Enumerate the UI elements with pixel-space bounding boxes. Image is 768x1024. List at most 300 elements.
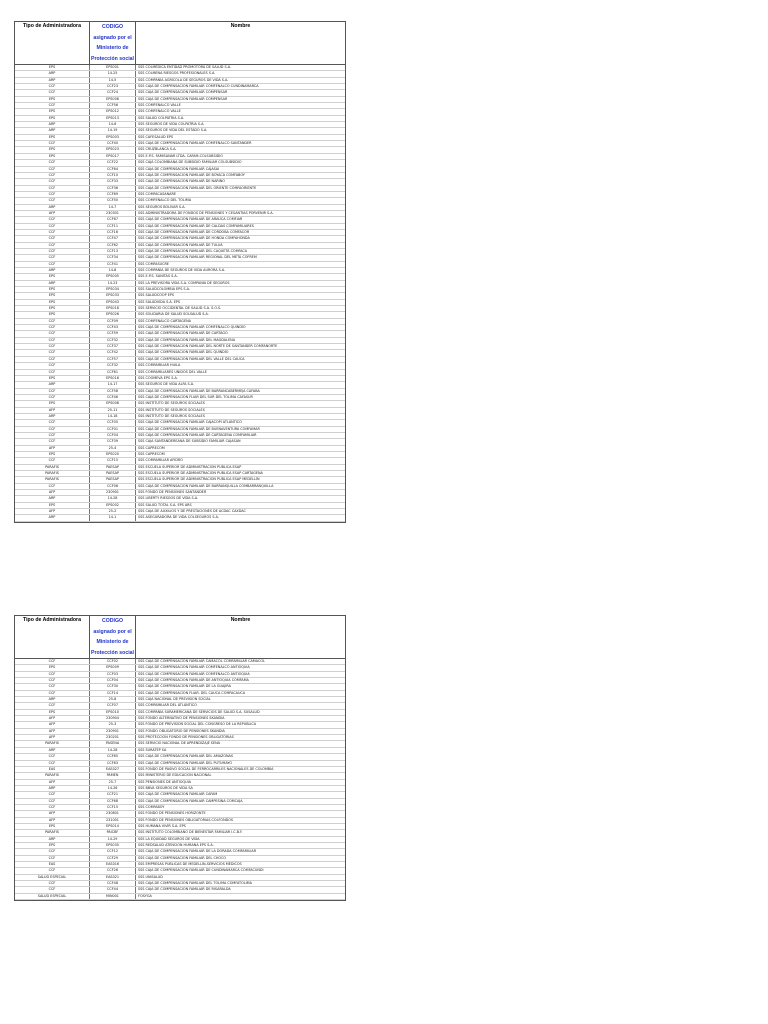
cell-tipo: CCF bbox=[15, 754, 90, 759]
cell-nombre: SSS CAJA DE COMPENSACIÓN FAMILIAR DE BUENAVENTURA COMFAMAR bbox=[138, 426, 260, 431]
table-body bbox=[15, 65, 345, 522]
header-codigo-line: Ministerio de bbox=[96, 45, 129, 51]
cell-tipo: EPS bbox=[15, 300, 90, 305]
cell-codigo: EAS027 bbox=[90, 767, 136, 772]
cell-tipo: CCF bbox=[15, 761, 90, 766]
cell-nombre: SSS CAJA DE COMPENSACIÓN FAMILIAR DE LA DORADA COMFAMILIAR bbox=[138, 849, 257, 854]
cell-nombre: SSS SALUDVIDA S.A. EPS bbox=[138, 299, 181, 304]
cell-codigo: CCF03 bbox=[90, 672, 136, 677]
cell-nombre: SSS ESCUELA SUPERIOR DE ADMINISTRACIÓN PÚBLICA ESAP CARTAGENA bbox=[138, 471, 263, 475]
cell-codigo: EPS018 bbox=[90, 306, 136, 311]
cell-tipo: CCF bbox=[15, 160, 90, 165]
cell-codigo: CCF39 bbox=[90, 439, 136, 444]
cell-codigo: 14-18 bbox=[90, 414, 136, 419]
cell-tipo: EPS bbox=[15, 109, 90, 114]
cell-tipo: CCF bbox=[15, 799, 90, 804]
cell-tipo: CCF bbox=[15, 236, 90, 241]
cell-nombre: SSS FONDO DE PENSIONES OBLIGATORIAS COLFONDOS bbox=[138, 817, 234, 822]
cell-nombre: SSS CAJA DE COMPENSACIÓN FAMILIAR DE CARTAGO bbox=[138, 331, 228, 336]
cell-codigo: CCF13 bbox=[90, 249, 136, 254]
header-tipo: Tipo de Administradora bbox=[15, 616, 90, 658]
cell-tipo: CCF bbox=[15, 458, 90, 463]
header-codigo-line: CODIGO bbox=[101, 618, 124, 624]
cell-codigo: PAMEN bbox=[90, 773, 136, 778]
cell-nombre: SSS CAJA COLOMBIANA DE SUBSIDIO FAMILIAR COLSUBSIDIO bbox=[138, 160, 242, 165]
table-administradoras-1 bbox=[14, 21, 346, 523]
cell-codigo: CCF61 bbox=[90, 370, 136, 375]
cell-tipo: CCF bbox=[15, 243, 90, 248]
cell-tipo: PARAFIS bbox=[15, 830, 90, 835]
cell-tipo: EPS bbox=[15, 665, 90, 670]
cell-codigo: CCF05 bbox=[90, 420, 136, 425]
cell-tipo: SALUD ESPECIAL bbox=[15, 875, 90, 880]
cell-codigo: EPS034 bbox=[90, 287, 136, 292]
cell-codigo: 14-6 bbox=[90, 122, 136, 127]
cell-nombre: SSS CAJA DE COMPENSACIÓN FAMILIAR DEL CAQUETÁ COMFACA bbox=[138, 248, 248, 253]
cell-codigo: CCF14 bbox=[90, 691, 136, 696]
cell-nombre: SSS CAJA DE COMPENSACIÓN FAMILIAR DE ARAUCA COMFIAR bbox=[138, 217, 243, 222]
cell-tipo: CCF bbox=[15, 357, 90, 362]
cell-tipo: EPS bbox=[15, 293, 90, 298]
cell-codigo: CCF57 bbox=[90, 357, 136, 362]
cell-codigo: CCF32 bbox=[90, 338, 136, 343]
cell-nombre: SSS COMFENALCO DEL TOLIMA bbox=[138, 198, 192, 203]
cell-nombre: SSS CAJA DE COMPENSACIÓN FAMILIAR DEL AMAZONAS bbox=[138, 754, 234, 759]
cell-codigo: EPS016 bbox=[90, 376, 136, 381]
cell-nombre: SSS CAJA DE COMPENSACIÓN FAMILIAR DEL MAGDALENA bbox=[138, 337, 236, 342]
cell-tipo: CCF bbox=[15, 420, 90, 425]
cell-tipo: CCF bbox=[15, 439, 90, 444]
cell-codigo: CCF48 bbox=[90, 881, 136, 886]
cell-nombre: SSS ESCUELA SUPERIOR DE ADMINISTRACIÓN PÚBLICA ESAP MEDELLÍN bbox=[138, 477, 260, 482]
cell-codigo: 14-25 bbox=[90, 71, 136, 76]
cell-codigo: 14-23 bbox=[90, 281, 136, 286]
cell-codigo: EPS026 bbox=[90, 312, 136, 317]
cell-codigo: 25-11 bbox=[90, 408, 136, 413]
cell-tipo: ARP bbox=[15, 128, 90, 133]
cell-nombre: SSS CAJA DE COMPENSACIÓN FAMILIAR DE ANTIOQUIA COMFAMA bbox=[138, 678, 249, 683]
cell-codigo: 230901 bbox=[90, 490, 136, 495]
cell-nombre: SSS CAJA DE COMPENSACIÓN FAMILIAR CAFAM bbox=[138, 792, 218, 797]
cell-nombre: SSS SEGUROS BOLÍVAR S.A. bbox=[138, 204, 186, 209]
cell-tipo: AFP bbox=[15, 716, 90, 721]
cell-codigo: 230301 bbox=[90, 211, 136, 216]
cell-codigo: 230201 bbox=[90, 735, 136, 740]
cell-nombre: SSS CAJA DE COMPENSACIÓN FAMILIAR COMFENALCO QUINDÍO bbox=[138, 325, 246, 330]
cell-nombre: SSS CAJA DE COMPENSACIÓN FAMILIAR DEL VALLE DEL CAUCA bbox=[138, 356, 245, 361]
cell-nombre: SSS COMPAÑÍA AGRÍCOLA DE SEGUROS DE VIDA S.A. bbox=[138, 77, 229, 82]
cell-tipo: EPS bbox=[15, 376, 90, 381]
cell-nombre: SSS CAJA NACIONAL DE PREVISIÓN SOCIAL bbox=[138, 697, 211, 702]
cell-nombre: SSS CAJA DE COMPENSACIÓN FAMILIAR DE CÓRDOBA COMFACOR bbox=[138, 229, 250, 234]
cell-nombre: SSS CAJA DE COMPENSACIÓN FAMILIAR COMFENALCO ANTIOQUIA bbox=[138, 665, 250, 670]
cell-nombre: SSS CAJA DE COMPENSACIÓN FAMILIAR CAMPESINA COMCAJA bbox=[138, 798, 243, 803]
cell-nombre: SSS COMFACASANARE bbox=[138, 191, 176, 196]
cell-nombre: SSS LIBERTY RIESGOS DE VIDA S.A. bbox=[138, 496, 199, 501]
cell-tipo: PARAFIS bbox=[15, 741, 90, 746]
cell-codigo: EPS009 bbox=[90, 665, 136, 670]
cell-codigo: CCF12 bbox=[90, 849, 136, 854]
cell-tipo: CCF bbox=[15, 672, 90, 677]
cell-codigo: EPS008 bbox=[90, 97, 136, 102]
cell-codigo: 14-7 bbox=[90, 205, 136, 210]
cell-tipo: CCF bbox=[15, 344, 90, 349]
cell-tipo: CCF bbox=[15, 887, 90, 892]
table-row bbox=[15, 515, 345, 521]
cell-nombre: SSS UNISALUD bbox=[138, 874, 163, 879]
cell-nombre: SSS CAJA DE COMPENSACIÓN FAMILIAR DEL NORTE DE SANTANDER COMFANORTE bbox=[138, 344, 278, 349]
cell-codigo: 14-19 bbox=[90, 128, 136, 133]
cell-nombre: SSS SEGUROS DE VIDA COLPATRIA S.A. bbox=[138, 122, 205, 127]
cell-nombre: SSS COMFAMILIAR HUILA bbox=[138, 363, 181, 368]
cell-nombre: SSS SALUDCOLOMBIA EPS S.A. bbox=[138, 287, 190, 292]
header-codigo bbox=[90, 22, 136, 64]
cell-nombre: SSS LA EQUIDAD SEGUROS DE VIDA bbox=[138, 836, 200, 841]
cell-codigo: 25-8 bbox=[90, 697, 136, 702]
cell-tipo: EAS bbox=[15, 767, 90, 772]
cell-codigo: CCF16 bbox=[90, 230, 136, 235]
cell-tipo: ARP bbox=[15, 837, 90, 842]
cell-tipo: ARP bbox=[15, 281, 90, 286]
cell-codigo: CCF37 bbox=[90, 344, 136, 349]
cell-codigo: EPS005 bbox=[90, 274, 136, 279]
cell-nombre: SSS SERVICIO NACIONAL DE APRENDIZAJE SENA bbox=[138, 741, 220, 746]
cell-tipo: CCF bbox=[15, 84, 90, 89]
cell-nombre: SSS CAJA DE COMPENSACIÓN FAMILIAR DEL QUINDÍO bbox=[138, 350, 229, 355]
cell-nombre: SSS COMFENALCO CARTAGENA bbox=[138, 318, 191, 323]
cell-tipo: EAS bbox=[15, 862, 90, 867]
cell-nombre: SSS CAJA DE COMPENSACIÓN FAMILIAR DE TULUÁ bbox=[138, 242, 223, 247]
cell-nombre: SSS SOLIDARIA DE SALUD SOLSALUD S.A. bbox=[138, 312, 209, 317]
cell-codigo: CCF22 bbox=[90, 160, 136, 165]
cell-nombre: SSS FONDO DE PREVISIÓN SOCIAL DEL CONGRESO DE LA REPÚBLICA bbox=[138, 722, 257, 727]
cell-tipo: CCF bbox=[15, 325, 90, 330]
cell-nombre: SSS FONDO DE PENSIONES HORIZONTE bbox=[138, 811, 206, 816]
cell-nombre: SSS CAJA DE COMPENSACIÓN FAMILIAR COMFENALCO CUNDINAMARCA bbox=[138, 84, 259, 89]
cell-tipo: CCF bbox=[15, 684, 90, 689]
cell-nombre: SSS CAPRECOM bbox=[138, 451, 165, 456]
cell-tipo: AFP bbox=[15, 811, 90, 816]
cell-codigo: CCF67 bbox=[90, 217, 136, 222]
cell-nombre: SSS COLMÉDICA ENTIDAD PROMOTORA DE SALUD S.A. bbox=[138, 65, 232, 69]
cell-nombre: SSS CAJA DE COMPENSACIÓN FAMILIAR DE CARTAGENA COMFAMILIAR bbox=[138, 432, 257, 437]
cell-nombre: SSS COMFAMILIAR DEL ATLÁNTICO bbox=[138, 703, 197, 708]
cell-codigo: 25-3 bbox=[90, 722, 136, 727]
cell-tipo: CCF bbox=[15, 881, 90, 886]
cell-tipo: CCF bbox=[15, 338, 90, 343]
cell-nombre: SSS CAPRECOM bbox=[138, 445, 165, 450]
cell-codigo: EPS035 bbox=[90, 843, 136, 848]
cell-codigo: CCF33 bbox=[90, 179, 136, 184]
cell-tipo: ARP bbox=[15, 71, 90, 76]
cell-codigo: PAESAP bbox=[90, 465, 136, 470]
cell-tipo: CCF bbox=[15, 868, 90, 873]
table-body bbox=[15, 659, 345, 900]
cell-codigo: CCF44 bbox=[90, 887, 136, 892]
cell-tipo: AFP bbox=[15, 509, 90, 514]
cell-tipo: ARP bbox=[15, 515, 90, 520]
cell-tipo: CCF bbox=[15, 249, 90, 254]
cell-codigo: MIN001 bbox=[90, 894, 136, 899]
table-header bbox=[15, 616, 345, 659]
cell-tipo: ARP bbox=[15, 205, 90, 210]
cell-codigo: 230904 bbox=[90, 716, 136, 721]
cell-tipo: CCF bbox=[15, 224, 90, 229]
cell-nombre: SSS FONDO OBLIGATORIO DE PENSIONES SKANDIA bbox=[138, 728, 225, 733]
cell-codigo: EPS012 bbox=[90, 109, 136, 114]
cell-codigo: 14-28 bbox=[90, 748, 136, 753]
cell-codigo: CCF21 bbox=[90, 792, 136, 797]
cell-codigo: CCF62 bbox=[90, 243, 136, 248]
cell-nombre: SSS CAJA DE COMPENSACIÓN FLIAR DEL SUR DEL TOLIMA CAFASUR bbox=[138, 394, 253, 399]
cell-codigo: CCF63 bbox=[90, 761, 136, 766]
cell-nombre: SSS CAJA DE COMPENSACIÓN FAMILIAR DE BOYACÁ COMFABOY bbox=[138, 172, 245, 177]
cell-nombre: SSS CAJA DE COMPENSACIÓN FAMILIAR DEL TOLIMA COMFATOLIMA bbox=[138, 881, 252, 886]
cell-tipo: CCF bbox=[15, 363, 90, 368]
cell-nombre: SSS ADMINISTRADORA DE FONDOS DE PENSIONES Y CESANTÍAS PORVENIR S.A. bbox=[138, 210, 274, 215]
cell-tipo: CCF bbox=[15, 805, 90, 810]
cell-nombre: SSS CAJA DE COMPENSACIÓN FAMILIAR DE NARIÑO bbox=[138, 179, 225, 184]
cell-tipo: CCF bbox=[15, 319, 90, 324]
cell-codigo: CCF42 bbox=[90, 350, 136, 355]
cell-nombre: SSS INSTITUTO DE SEGUROS SOCIALES bbox=[138, 413, 205, 418]
cell-tipo: EPS bbox=[15, 401, 90, 406]
cell-nombre: SSS CAJA DE COMPENSACIÓN FAMILIAR REGIONAL DEL META COFREM bbox=[138, 255, 257, 260]
cell-nombre: SSS CAJA DE COMPENSACIÓN FAMILIAR DE BARRANQUILLA COMBARRANQUILLA bbox=[138, 483, 274, 488]
header-codigo-line: Protección social bbox=[91, 649, 134, 656]
cell-nombre: SSS CAJA DE COMPENSACIÓN FAMILIAR DEL ORIENTE COMFAORIENTE bbox=[138, 185, 257, 190]
table-header bbox=[15, 22, 345, 65]
cell-tipo: EPS bbox=[15, 503, 90, 508]
cell-codigo: CCF23 bbox=[90, 84, 136, 89]
cell-codigo: EAS016 bbox=[90, 862, 136, 867]
cell-tipo: CCF bbox=[15, 179, 90, 184]
cell-codigo: CCF06 bbox=[90, 484, 136, 489]
cell-tipo: CCF bbox=[15, 262, 90, 267]
cell-codigo: CCF59 bbox=[90, 331, 136, 336]
cell-codigo: CCF32 bbox=[90, 363, 136, 368]
cell-tipo: CCF bbox=[15, 856, 90, 861]
cell-codigo: EAS021 bbox=[90, 875, 136, 880]
cell-tipo: ARP bbox=[15, 78, 90, 83]
cell-nombre: SSS CAJA DE COMPENSACIÓN FAMILIAR CAJASAI bbox=[138, 166, 220, 171]
cell-tipo: ARP bbox=[15, 122, 90, 127]
cell-nombre: SSS BBVA SEGUROS DE VIDA SA bbox=[138, 785, 193, 790]
cell-nombre: SSS SERVICIO OCCIDENTAL DE SALUD S.A. S.O.S. bbox=[138, 306, 222, 311]
cell-nombre: SSS CAJA DE COMPENSACIÓN FAMILIAR DE LA GUAJIRA bbox=[138, 684, 231, 689]
cell-nombre: SSS SALUDCOOP EPS bbox=[138, 293, 175, 298]
cell-tipo: EPS bbox=[15, 65, 90, 70]
cell-tipo: ARP bbox=[15, 496, 90, 501]
cell-tipo: CCF bbox=[15, 389, 90, 394]
cell-tipo: CCF bbox=[15, 141, 90, 146]
cell-nombre: SSS HUMANA VIVIR S.A. EPS bbox=[138, 823, 186, 828]
cell-codigo: EPS014 bbox=[90, 824, 136, 829]
cell-codigo: 25-4 bbox=[90, 446, 136, 451]
cell-codigo: CCF36 bbox=[90, 186, 136, 191]
cell-tipo: CCF bbox=[15, 173, 90, 178]
cell-nombre: SSS CAJA DE COMPENSACIÓN FAMILIAR DE HONDA COMFAHONDA bbox=[138, 236, 250, 241]
cell-codigo: CCF64 bbox=[90, 167, 136, 172]
cell-nombre: SSS CAJA DE COMPENSACIÓN FAMILIAR DE RISARALDA bbox=[138, 887, 231, 892]
cell-nombre: SSS REDSALUD ATENCIÓN HUMANA EPS S.A. bbox=[138, 842, 214, 847]
cell-tipo: AFP bbox=[15, 722, 90, 727]
cell-codigo: CCF50 bbox=[90, 198, 136, 203]
cell-nombre: SSS CAFESALUD EPS bbox=[138, 134, 174, 139]
cell-tipo: EPS bbox=[15, 135, 90, 140]
cell-tipo: EPS bbox=[15, 306, 90, 311]
cell-codigo: CCF01 bbox=[90, 427, 136, 432]
cell-codigo: PAESAP bbox=[90, 471, 136, 476]
cell-nombre: SSS SURATEP SA bbox=[138, 747, 167, 752]
cell-tipo: AFP bbox=[15, 408, 90, 413]
cell-tipo: PARAFIS bbox=[15, 477, 90, 482]
cell-tipo: AFP bbox=[15, 211, 90, 216]
cell-nombre: SSS SEGUROS DE VIDA DEL ESTADO S.A. bbox=[138, 128, 208, 133]
cell-tipo: EPS bbox=[15, 274, 90, 279]
cell-tipo: AFP bbox=[15, 780, 90, 785]
cell-nombre: SSS SALUD TOTAL S.A. EPS ARS bbox=[138, 502, 192, 507]
cell-nombre: SSS CAJA DE COMPENSACIÓN FAMILIAR COMFENALCO SANTANDER bbox=[138, 141, 252, 146]
cell-codigo: EPS020 bbox=[90, 452, 136, 457]
cell-codigo: CCF04 bbox=[90, 678, 136, 683]
header-codigo-line: asignado por el bbox=[93, 34, 132, 41]
cell-tipo: CCF bbox=[15, 395, 90, 400]
cell-tipo: ARP bbox=[15, 786, 90, 791]
table-administradoras-2 bbox=[14, 615, 346, 901]
cell-nombre: SSS COMFAMILIARES UNIDOS DEL VALLE bbox=[138, 369, 207, 374]
cell-tipo: CCF bbox=[15, 217, 90, 222]
cell-tipo: CCF bbox=[15, 691, 90, 696]
cell-tipo: CCF bbox=[15, 230, 90, 235]
cell-nombre: SSS CAJA SANTANDEREANA DE SUBSIDIO FAMILIAR CAJASAN bbox=[138, 439, 241, 444]
cell-codigo: CCF29 bbox=[90, 856, 136, 861]
cell-codigo: EPS033 bbox=[90, 293, 136, 298]
cell-codigo: 230801 bbox=[90, 811, 136, 816]
cell-codigo: CCF65 bbox=[90, 754, 136, 759]
cell-nombre: SSS CAJA DE COMPENSACIÓN FAMILIAR DEL CHOCÓ bbox=[138, 855, 227, 860]
cell-tipo: ARP bbox=[15, 382, 90, 387]
cell-codigo: CCF30 bbox=[90, 684, 136, 689]
cell-codigo: CCF07 bbox=[90, 703, 136, 708]
cell-nombre: SSS INSTITUTO COLOMBIANO DE BIENESTAR FAMILIAR I.C.B.F. bbox=[138, 830, 243, 835]
cell-tipo: EPS bbox=[15, 312, 90, 317]
cell-codigo: PASENA bbox=[90, 741, 136, 746]
cell-tipo: AFP bbox=[15, 729, 90, 734]
cell-codigo: CCF15 bbox=[90, 805, 136, 810]
header-codigo-line: Ministerio de bbox=[96, 639, 129, 645]
cell-codigo: CCF15 bbox=[90, 458, 136, 463]
cell-tipo: CCF bbox=[15, 370, 90, 375]
cell-codigo: EPS013 bbox=[90, 116, 136, 121]
cell-nombre: SSS E.P.S. FAMISANAR LTDA. CAFAM-COLSUBSIDIO bbox=[138, 153, 223, 158]
cell-codigo: 14-28 bbox=[90, 496, 136, 501]
cell-nombre: SSS CAJA DE COMPENSACIÓN FAMILIAR DE CUNDINAMARCA COMFACUNDI bbox=[138, 868, 264, 873]
cell-tipo: EPS bbox=[15, 154, 90, 159]
cell-tipo: SALUD ESPECIAL bbox=[15, 894, 90, 899]
cell-nombre: SSS LA PREVISORA VIDA S.A. COMPAÑÍA DE SEGUROS bbox=[138, 280, 230, 285]
cell-tipo: CCF bbox=[15, 350, 90, 355]
cell-nombre: SSS CAJA DE COMPENSACIÓN FLIAR. DEL CAUCA COMFACAUCA bbox=[138, 690, 246, 695]
cell-nombre: SSS EMPRESAS PÚBLICAS DE MEDELLÍN-SERVICIOS MÉDICOS bbox=[138, 862, 242, 866]
cell-codigo: CCF56 bbox=[90, 103, 136, 108]
header-codigo-line: asignado por el bbox=[93, 628, 132, 635]
cell-tipo: PARAFIS bbox=[15, 773, 90, 778]
cell-codigo: EPS010 bbox=[90, 710, 136, 715]
cell-codigo: CCF24 bbox=[90, 90, 136, 95]
cell-codigo: CCF04 bbox=[90, 433, 136, 438]
cell-codigo: 25-7 bbox=[90, 780, 136, 785]
cell-tipo: ARP bbox=[15, 697, 90, 702]
cell-nombre: SSS COMFAMILIAR AFIDRO bbox=[138, 458, 183, 463]
cell-codigo: CCF26 bbox=[90, 868, 136, 873]
cell-codigo: CCF47 bbox=[90, 236, 136, 241]
cell-tipo: CCF bbox=[15, 331, 90, 336]
cell-tipo: CCF bbox=[15, 703, 90, 708]
cell-tipo: CCF bbox=[15, 192, 90, 197]
cell-nombre: SSS E.P.S. SANITAS S.A. bbox=[138, 274, 178, 279]
cell-nombre: SSS COMFENALCO VALLE bbox=[138, 109, 181, 114]
cell-codigo: CCF40 bbox=[90, 141, 136, 146]
cell-tipo: CCF bbox=[15, 103, 90, 108]
cell-tipo: ARP bbox=[15, 268, 90, 273]
cell-nombre: SSS MINISTERIO DE EDUCACIÓN NACIONAL bbox=[138, 773, 212, 778]
cell-nombre: SSS FONDO DE PASIVO SOCIAL DE FERROCARRILES NACIONALES DE COLOMBIA bbox=[138, 766, 274, 771]
cell-tipo: AFP bbox=[15, 490, 90, 495]
cell-tipo: ARP bbox=[15, 748, 90, 753]
cell-codigo: EPS003 bbox=[90, 135, 136, 140]
cell-tipo: CCF bbox=[15, 659, 90, 664]
cell-codigo: 25-2 bbox=[90, 509, 136, 514]
cell-nombre: SSS COMPAÑÍA DE SEGUROS DE VIDA AURORA S.A. bbox=[138, 268, 226, 272]
cell-nombre: SSS CAJA DE AUXILIOS Y DE PRESTACIONES DE ACDAC CAXDAC bbox=[138, 509, 246, 514]
cell-nombre: SSS COMFASUCRE bbox=[138, 261, 169, 266]
cell-nombre: SSS SALUD COLPATRIA S.A. bbox=[138, 115, 185, 120]
cell-codigo: EPS002 bbox=[90, 503, 136, 508]
cell-codigo: EPS023 bbox=[90, 147, 136, 152]
table-row bbox=[15, 894, 345, 900]
cell-tipo: EPS bbox=[15, 452, 90, 457]
cell-codigo: CCF43 bbox=[90, 325, 136, 330]
cell-nombre: SSS CAJA DE COMPENSACIÓN FAMILIAR COMPENSAR bbox=[138, 96, 228, 101]
cell-codigo: CCF09 bbox=[90, 319, 136, 324]
cell-codigo: CCF02 bbox=[90, 659, 136, 664]
header-codigo-line: CODIGO bbox=[101, 24, 124, 30]
cell-nombre: SSS INSTITUTO DE SEGUROS SOCIALES bbox=[138, 401, 205, 406]
cell-tipo: EPS bbox=[15, 147, 90, 152]
cell-nombre: FOSYGA bbox=[138, 893, 152, 898]
cell-tipo: CCF bbox=[15, 678, 90, 683]
cell-tipo: EPS bbox=[15, 710, 90, 715]
cell-tipo: CCF bbox=[15, 186, 90, 191]
cell-nombre: SSS PENSIONES DE ANTIOQUIA bbox=[138, 779, 191, 784]
cell-tipo: CCF bbox=[15, 90, 90, 95]
cell-tipo: AFP bbox=[15, 818, 90, 823]
cell-nombre: SSS SEGUROS DE VIDA ALFA S.A. bbox=[138, 382, 195, 387]
cell-codigo: CCF46 bbox=[90, 395, 136, 400]
cell-codigo: 14-5 bbox=[90, 78, 136, 83]
cell-nombre: SSS COMFABOY bbox=[138, 804, 165, 809]
cell-nombre: SSS CAJA DE COMPENSACIÓN FAMILIAR COMFENALCO ANTIOQUIA bbox=[138, 671, 250, 676]
cell-tipo: AFP bbox=[15, 735, 90, 740]
cell-codigo: EPS001 bbox=[90, 65, 136, 70]
cell-codigo: CCF10 bbox=[90, 173, 136, 178]
cell-nombre: SSS ASEGURADORA DE VIDA COLSEGUROS S.A. bbox=[138, 515, 219, 520]
cell-nombre: SSS COMFENALCO VALLE bbox=[138, 103, 181, 108]
cell-nombre: SSS CRUZBLANCA S.A. bbox=[138, 147, 177, 152]
cell-tipo: PARAFIS bbox=[15, 471, 90, 476]
cell-tipo: EPS bbox=[15, 843, 90, 848]
